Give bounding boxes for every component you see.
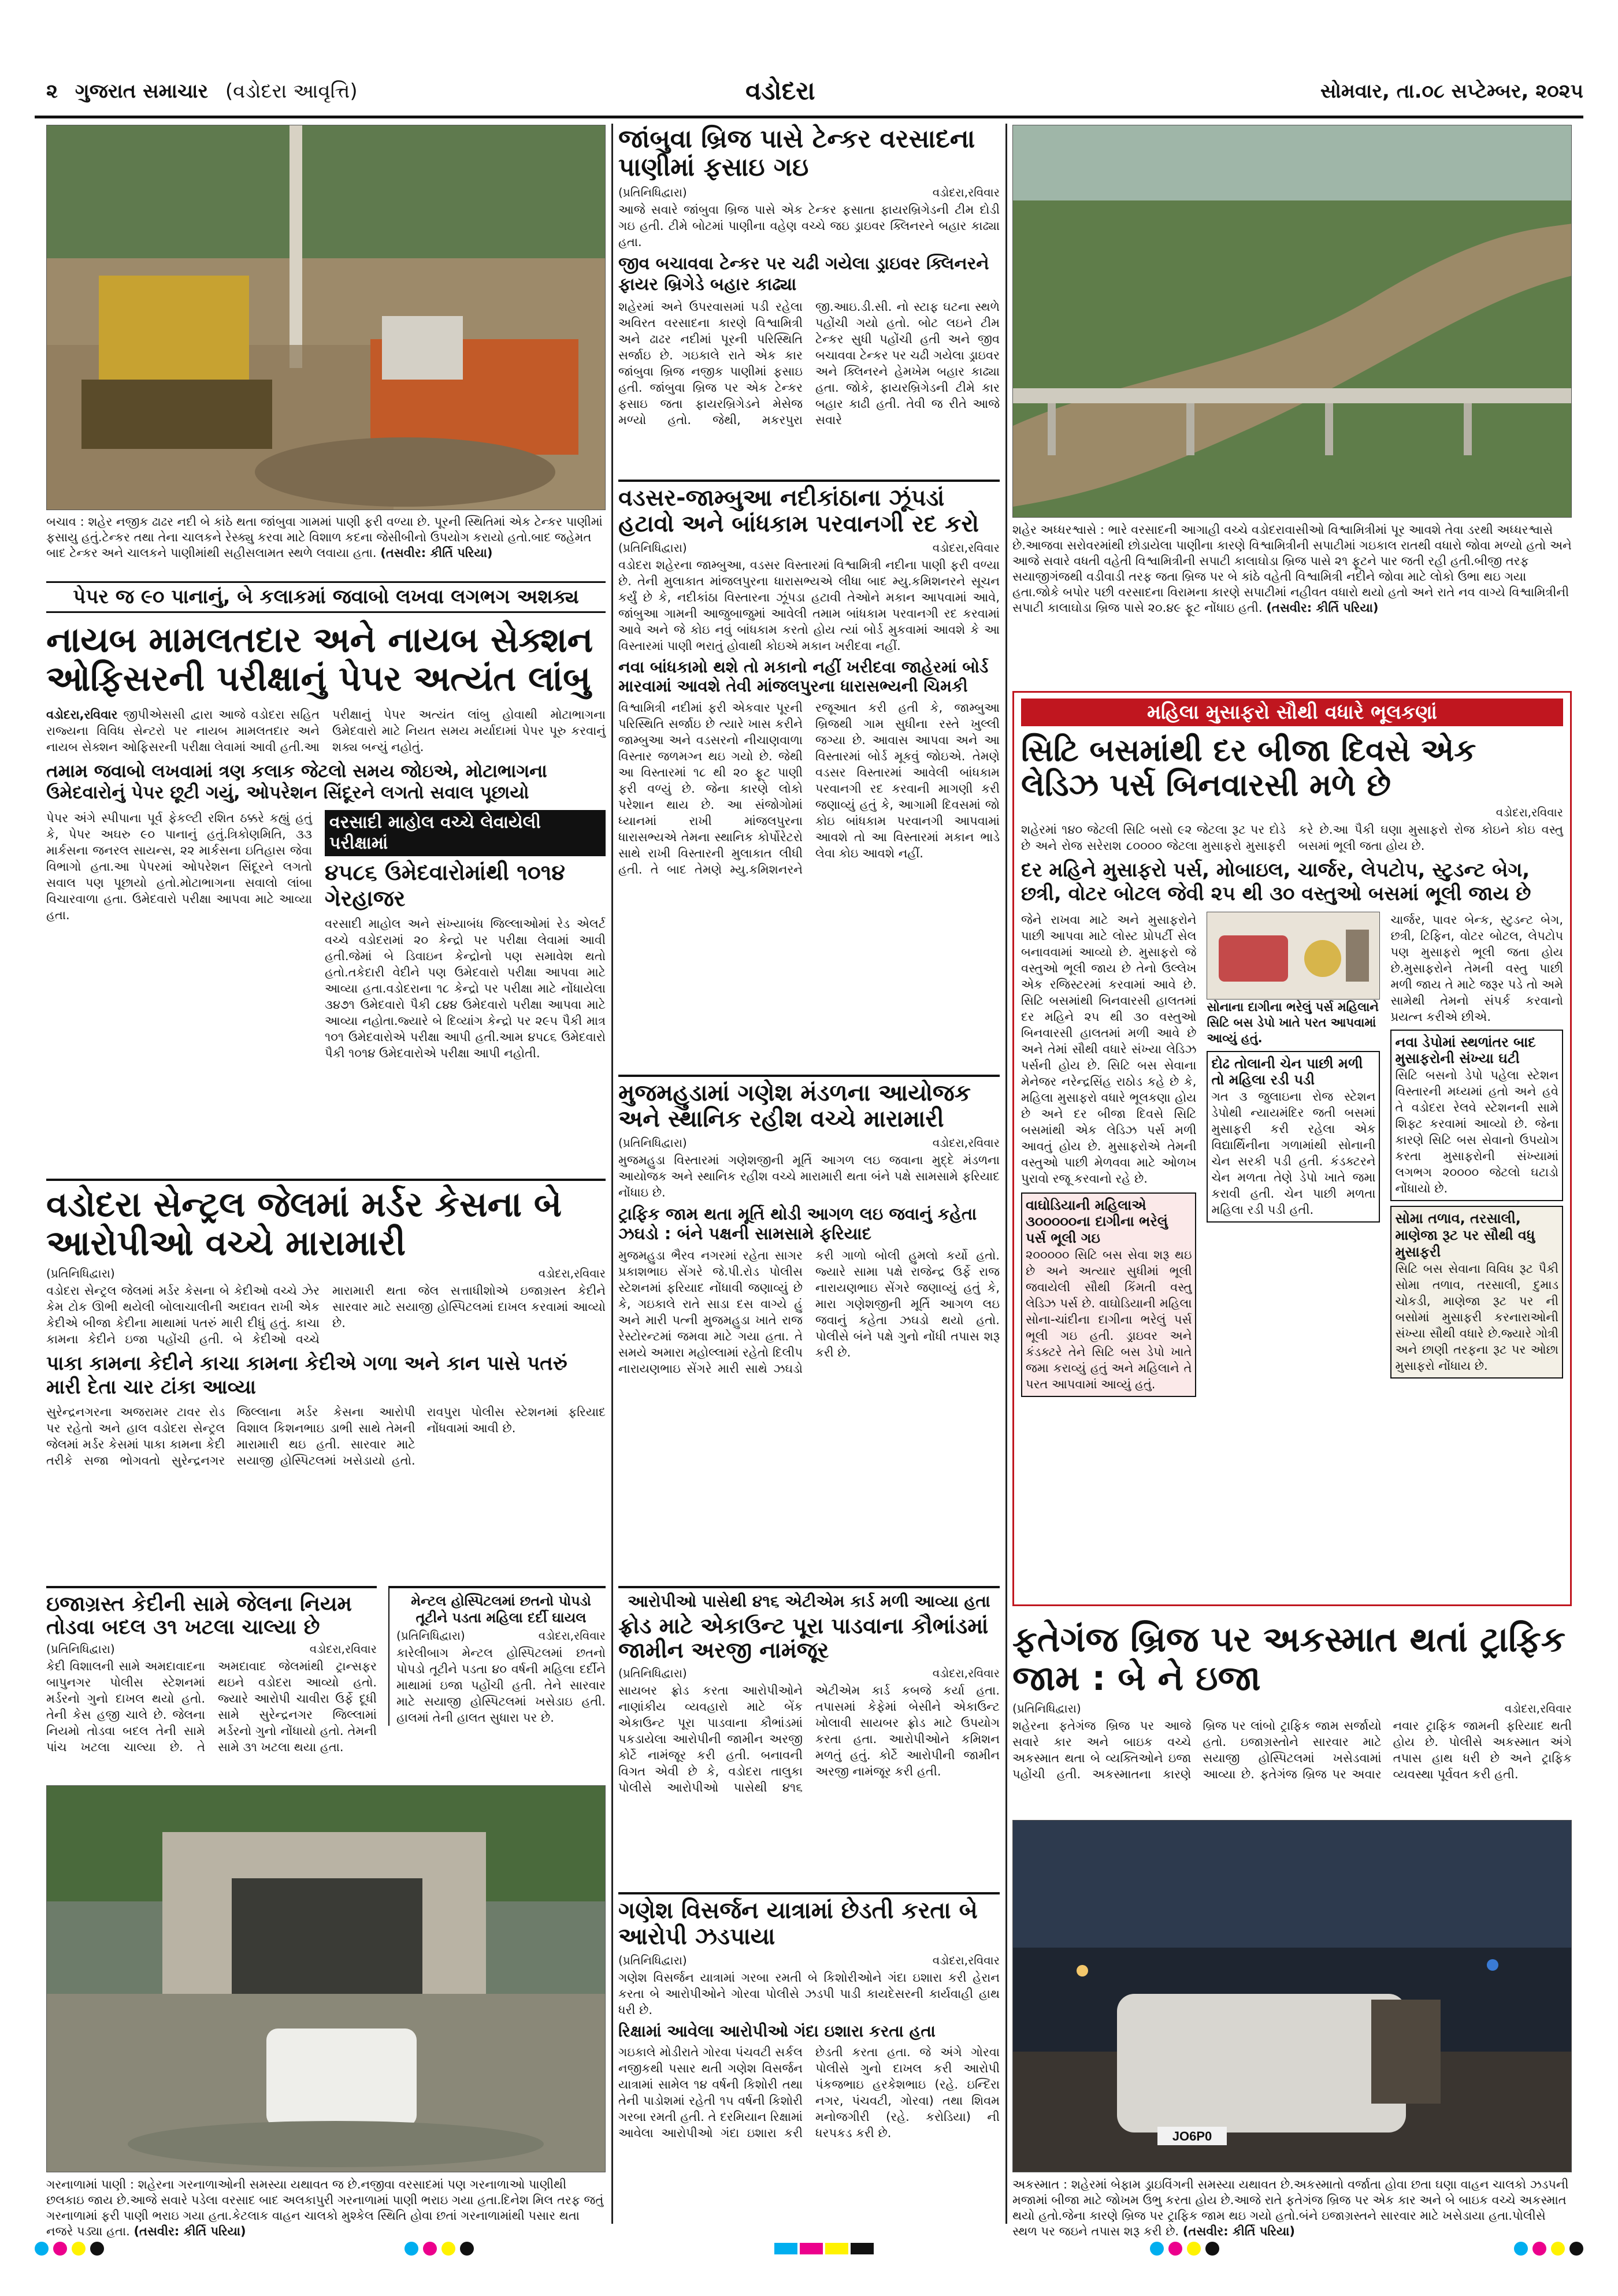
ganesh-fight-lead: મુજમહુડા વિસ્તારમાં ગણેશજીની મૂર્તિ આગળ લઇ જવાના મુદ્દે મંડળના આયોજક અને સ્થાનિક રહીશ વચ્ચે મારામારી થતા બંને પક્ષે સામસામે ફરિયાદ નોંધાઇ છે. xyxy=(618,1153,1000,1199)
gold-sidebar xyxy=(1021,1192,1196,1397)
cyan-dot xyxy=(1514,2242,1528,2256)
atm-headline: ફ્રોડ માટે એકાઉન્ટ પૂરા પાડવાના કૌભાંડમાં જામીન અરજી નામંજૂર xyxy=(618,1613,989,1663)
yellow-bar xyxy=(825,2243,848,2254)
exam-box-body: વરસાદી માહોલ અને સંખ્યાબંધ જિલ્લાઓમાં રેડ એલર્ટ વચ્ચે વડોદરામાં ૨૦ કેન્દ્રો પર પરીક્ષા લેવામાં આવી હતી.જેમાં બે ડિવાઇન કેન્દ્રોનો પણ સમાવેશ થતો હતો.તકેદારી વેદીને પણ ઉમેદવારો પરીક્ષા આપવા માટે આવ્યા હતા.વડોદરાના ૧૮ કેન્દ્રો પર પરીક્ષા માટે નોંધાયેલા ૩૪૭૧ ઉમેદવારો પૈકી ૮૪૪ ઉમેદવારો પરીક્ષા આપવા માટે આવ્યા નહોતા.જ્યારે બે દિવ્યાંગ કેન્દ્રો પર ૨૯૫ પૈકી માત્ર ૧૦૧ ઉમેદવારોએ પરીક્ષા આપી હતી.આમ ૪૫૮૬ ઉમેદવારો પૈકી ૧૦૧૪ ઉમેદવારોએ પરીક્ષા આપી નહોતી. xyxy=(325,916,606,1060)
black-dot xyxy=(460,2242,474,2256)
jail-body: વડોદરા સેન્ટ્રલ જેલમાં મર્ડર કેસના બે કેદીઓ વચ્ચે ઝેર કેમ ટોક ઊભી થયેલી બોલાચાલીની અદાવત રાખી એક કેદીએ બીજા કેદીના માથામાં પતરું મારી દીધું હતું. કાચા કામના કેદીને ઇજા પહોંચી હતી. બે કેદીઓ વચ્ચે મારામારી થતા જેલ સત્તાધીશોએ ઇજાગ્રસ્ત કેદીને સારવાર માટે સયાજી હોસ્પિટલમાં દાખલ કરવામાં આવ્યો છે. xyxy=(46,1284,606,1347)
exam-story xyxy=(46,581,606,1061)
dateline: વડોદરા,રવિવાર xyxy=(46,708,118,722)
route-title: સોમા તળાવ, તરસાલી, માણેજા રૂટ પર સૌથી વધુ મુસાફરી xyxy=(1395,1210,1535,1260)
caption-text: અકસ્માત : શહેરમાં બેફામ ડ્રાઇવિંગની સમસ્યા યથાવત છે.અકસ્માતો વર્જાતા હોવા છતા ઘણા વાહન ચાલકો ઝડપની મજામાં બીજા માટે જોખમ ઉભુ કરતા હોય છે.આજે રાતે ફતેગંજ બ્રિજ પર એક કાર અને બે બાઇક વચ્ચે અકસ્માત થયો હતો.જેના કારણે બ્રિજ પર ટ્રાફિક જામ થઇ ગયો હતો.બંને ઇજાગ્રસ્તને સારવાર માટે ખસેડાયા હતા.પોલીસે સ્થળ પર જઇને તપાસ શરૂ કરી છે. xyxy=(1012,2178,1569,2238)
cyan-dot xyxy=(35,2242,49,2256)
atm-body: સાયબર ફ્રોડ કરતા આરોપીઓને નાણાંકીય વ્યવહારો માટે બેંક એકાઉન્ટ પૂરા પાડવાના કૌભાંડમાં પકડાયેલા આરોપીની જામીન અરજી કોર્ટે નામંજૂર કરી હતી. બનાવની વિગત એવી છે કે, વડોદરા તાલુકા પોલીસે આરોપીઓ પાસેથી ૪૧૬ એટીએમ કાર્ડ કબજે કર્યા હતા. તપાસમાં કેફેમાં બેસીને એકાઉન્ટ ખોલાવી સાયબર ફ્રોડ માટે ઉપયોગ કરતા હતા. આરોપીઓને કમિશન મળતું હતું. કોર્ટે આરોપીની જામીન અરજી નામંજૂર કરી હતી. xyxy=(618,1683,1000,1795)
masthead-left xyxy=(46,80,358,103)
river-photo xyxy=(1012,125,1572,518)
black-dot xyxy=(1205,2242,1219,2256)
jail-headline: વડોદરા સેન્ટ્રલ જેલમાં મર્ડર કેસના બે આરોપીઓ વચ્ચે મારામારી xyxy=(46,1184,562,1264)
route-body: સિટિ બસ સેવાના વિવિધ રૂટ પૈકી સોમા તળાવ, તરસાલી, દુમાડ ચોકડી, માણેજા રૂટ પર ની બસોમાં મુસાફરી કરનારાઓની સંખ્યા સૌથી વધારે છે.જ્યારે ગોત્રી અને છાણી તરફના રૂટ પર ઓછા મુસાફરો નોંધાય છે. xyxy=(1395,1261,1558,1373)
caption-text: શહેર અધ્ધરશ્વાસે : ભારે વરસાદની આગાહી વચ્ચે વડોદરાવાસીઓ વિશ્વામિત્રીમાં પૂર આવશે તેવા ડરથી અધ્ધરશ્વાસે છે.આજવા સરોવરમાંથી છોડાયેલા પાણીના કારણે વિશ્વામિત્રીની સપાટીમાં ગઇકાલ રાતથી વધારો જોવા મળ્યો હતો અને આજે સવારે વધતી વહેતી વિશ્વામિત્રીની સપાટી કાલાઘોડા બ્રિજ પાસે ૨૧ ફૂટને પાર જતી રહી હતી.બીજી તરફ સયાજીગંજથી વડીવાડી તરફ જતા બ્રિજ પર બે કાંઠે વહેતી વિશ્વામિત્રી નદીને જોવા માટે લોકો ઉભા થઇ ગયા હતા.જોકે બપોર પછી વરસાદના વિરામના કારણે સપાટીમાં નહીવત વધારો થયો હતો અને રાતે નવ વાગ્યે વિશ્વામિત્રીની સપાટી કાલાઘોડા બ્રિજ પાસે ૨૦.૪૯ ફૂટ નોંધાઇ હતી. xyxy=(1012,523,1572,615)
visarjan-body: ગઇકાલે મોડીરાતે ગોરવા પંચવટી સર્કલ નજીકથી પસાર થતી ગણેશ વિસર્જન યાત્રામાં સામેલ ૧૪ વર્ષની કિશોરી તથા તેની પાડોશમાં રહેતી ૧૫ વર્ષની કિશોરી ગરબા રમતી હતી. તે દરમિયાન રિક્ષામાં આવેલા આરોપીઓ ગંદા ઇશારા કરી છેડતી કરતા હતા. જે અંગે ગોરવા પોલીસે ગુનો દાખલ કરી આરોપી પંકજભાઇ હરકેશભાઇ (રહે. ઇન્દિરા નગર, પંચવટી, ગોરવા) તથા શિવમ મનોજગીરી (રહે. કરોડિયા) ની ધરપકડ કરી છે. xyxy=(618,2045,1000,2141)
exam-headline: નાયબ મામલતદાર અને નાયબ સેક્શન ઓફિસરની પરીક્ષાનું પેપર અત્યંત લાંબુ xyxy=(46,619,593,699)
flood-rescue-caption xyxy=(46,514,606,561)
cyan-dot xyxy=(1150,2242,1164,2256)
exam-kicker: પેપર જ ૯૦ પાનાનું, બે કલાકમાં જવાબો લખવા લગભગ અશક્ય xyxy=(46,581,606,613)
accident-caption xyxy=(1012,2177,1572,2239)
visarjan-lead: ગણેશ વિસર્જન યાત્રામાં ગરબા રમતી બે કિશોરીઓને ગંદા ઇશારા કરી હેરાન કરતા બે આરોપીઓને ગોરવા પોલીસે ઝડપી પાડી કાયદેસરની કાર્યવાહી હાથ ધરી છે. xyxy=(618,1970,1000,2017)
magenta-bar xyxy=(800,2243,823,2254)
yellow-dot xyxy=(1551,2242,1565,2256)
cash-sidebar xyxy=(1207,1051,1380,1223)
source: (પ્રતિનિધિદ્વારા) xyxy=(1012,1701,1081,1716)
black-dot xyxy=(90,2242,104,2256)
dateline: વડોદરા,રવિવાર xyxy=(538,1266,606,1281)
black-dot xyxy=(1569,2242,1583,2256)
source: (પ્રતિનિધિદ્વારા) xyxy=(396,1628,465,1643)
magenta-dot xyxy=(1168,2242,1182,2256)
exam-body-text: જીપીએસસી દ્વારા આજે વડોદરા સહિત રાજ્યના વિવિધ સેન્ટરો પર નાયબ મામલતદાર અને નાયબ સેક્શન ઓફિસરની પરીક્ષા લેવામાં આવી હતી.આ પરીક્ષાનું પેપર અત્યંત લાંબુ હોવાથી મોટાભાગના ઉમેદવારો માટે નિયત સમય મર્યાદામાં પેપર પૂરુ કરવાનું શક્ય બન્યું નહોતું. xyxy=(46,708,606,755)
hospital-story xyxy=(388,1586,606,1726)
purse-lead: શહેરમાં ૧૪૦ જેટલી સિટિ બસો ૯૨ જેટલા રૂટ પર દોડે છે અને રોજ સરેરાશ ૮૦૦૦૦ જેટલા મુસાફરો મુસાફરી કરે છે.આ પૈકી ઘણા મુસાફરો રોજ કોઇને કોઇ વસ્તુ બસમાં ભૂલી જતા હોય છે. xyxy=(1021,822,1563,853)
source: (પ્રતિનિધિદ્વારા) xyxy=(46,1641,115,1656)
magenta-dot xyxy=(53,2242,67,2256)
purse-photo-caption: સોનાના દાગીના ભરેલું પર્સ મહિલાને સિટિ બસ ડેપો ખાતે પરત આપવામાં આવ્યું હતું. xyxy=(1207,1000,1379,1045)
fatehganj-headline: ફતેગંજ બ્રિજ પર અકસ્માત થતાં ટ્રાફિક જામ : બે ને ઇજા xyxy=(1012,1619,1566,1699)
atm-kicker: આરોપીઓ પાસેથી ૪૧૬ એટીએમ કાર્ડ મળી આવ્યા હતા xyxy=(628,1592,990,1611)
ganesh-fight-body: મુજમહુડા ભૈરવ નગરમાં રહેતા સાગર પ્રકાશભાઇ સેંગરે જે.પી.રોડ પોલીસ સ્ટેશનમાં ફરિયાદ નોંધાવી જણાવ્યું છે કે, ગઇકાલે રાતે સાડા દસ વાગ્યે હું અને મારી પત્ની મુજમહુડા ખાતે રાજ રેસ્ટોરન્ટમાં જમવા માટે ગયા હતા. તે સમયે અમારા મહોલ્લામાં રહેતો દિલીપ નારાયણભાઇ સેંગરે મારી સાથે ઝઘડો કરી ગાળો બોલી હુમલો કર્યો હતો. જ્યારે સામા પક્ષે રાજેન્દ્ર ઉર્ફે રાજ નારાયણભાઇ સેંગરે જણાવ્યું હતું કે, મારા ગણેશજીની મૂર્તિ આગળ લઇ જવાનું કહેતા ઝઘડો થયો હતો. પોલીસે બંને પક્ષે ગુનો નોંધી તપાસ શરૂ કરી છે. xyxy=(618,1249,1000,1376)
registration-marks xyxy=(0,2242,1618,2265)
jail-story xyxy=(46,1179,606,1469)
atm-story xyxy=(618,1586,1000,1796)
visarjan-story xyxy=(618,1892,1000,2141)
change-body: સિટિ બસનો ડેપો પહેલા સ્ટેશન વિસ્તારની મધ્યમાં હતો અને હવે તે વડોદરા રેલવે સ્ટેશનની સામે શિફ્ટ કરવામાં આવ્યો છે. જેના કારણે સિટિ બસ સેવાનો ઉપયોગ કરતા મુસાફરોની સંખ્યામાં લગભગ ૨૦૦૦૦ જેટલો ઘટાડો નોંધાયો છે. xyxy=(1395,1068,1558,1196)
underpass-photo xyxy=(46,1785,606,2172)
slum-subhead: નવા બાંધકામો થશે તો મકાનો નહીં ખરીદવા જાહેરમાં બોર્ડ મારવામાં આવશે તેવી માંજલપુરના ધારાસભ્યની ચિમકી xyxy=(618,657,989,696)
purse-right-col: ચાર્જર, પાવર બેન્ક, સ્ટુડન્ટ બેગ, છત્રી, ટિફિન, વોટર બોટલ, લેપટોપ પણ મુસાફરો ભૂલી જતા હોય છે.મુસાફરોને તેમની વસ્તુ પાછી મળી જાય તે માટે જરૂર પડે તો અમે સામેથી તેમનો સંપર્ક કરવાનો પ્રયત્ન કરીએ છીએ. xyxy=(1390,912,1563,1024)
accident-photo xyxy=(1012,1820,1572,2172)
gold-title: વાઘોડિયાની મહિલાએ ૩૦૦૦૦૦ના દાગીના ભરેલું પર્સ ભૂલી ગઇ xyxy=(1026,1197,1168,1247)
paper-name: ગુજરાત સમાચાર xyxy=(75,80,209,103)
purse-photo xyxy=(1207,912,1380,1000)
fatehganj-story xyxy=(1012,1621,1572,1782)
page-number: ૨ xyxy=(46,80,58,103)
jambuva-subhead: જીવ બચાવવા ટેન્કર પર ચઢી ગયેલા ડ્રાઇવર ક્લિનરને ફાયર બ્રિગેડે બહાર કાઢ્યા xyxy=(618,253,989,295)
dateline: વડોદરા,રવિવાર xyxy=(932,540,1000,555)
purse-feature-box xyxy=(1012,691,1572,1606)
yellow-dot xyxy=(72,2242,86,2256)
number-plate: JO6P0 xyxy=(1172,2129,1212,2143)
magenta-dot xyxy=(423,2242,437,2256)
dateline: વડોદરા,રવિવાર xyxy=(538,1628,606,1643)
hospital-headline: મેન્ટલ હોસ્પિટલમાં છતનો પોપડો તૂટીને પડતા મહિલા દર્દી ઘાયલ xyxy=(411,1593,591,1626)
exam-subhead: તમામ જવાબો લખવામાં ત્રણ કલાક જેટલો સમય જોઇએ, મોટાભાગના ઉમેદવારોનું પેપર છૂટી ગયું, ઓપરેશન સિંદૂરને લગતો સવાલ પૂછાયો xyxy=(46,761,547,804)
caption-text: બચાવ : શહેર નજીક ઢાઢર નદી બે કાંઠે થતા જાંબુવા ગામમાં પાણી ફરી વળ્યા છે. પૂરની સ્થિતિમાં એક ટેન્કર પાણીમાં ફસાયુ હતું.ટેન્કર તથા તેના ચાલકને રેસ્ક્યુ કરવા માટે વિશાળ કદના જેસીબીનો ઉપયોગ કરાયો હતો.બાદ જહેમત બાદ ટેન્કર અને ચાલકને પાણીમાંથી સહીસલામત સ્થળે લવાયા હતા. xyxy=(46,515,603,560)
jambuva-lead: આજે સવારે જાંબુવા બ્રિજ પાસે એક ટેન્કર ફસાતા ફાયરબ્રિગેડની ટીમ દોડી ગઇ હતી. ટીમે બોટમાં પાણીના વહેણ વચ્ચે જઇ ડ્રાઇવર ક્લિનરને બહાર કાઢ્યા હતા. xyxy=(618,202,1000,249)
dateline: વડોદરા,રવિવાર xyxy=(309,1641,377,1656)
photo-credit: (તસવીર: કીર્તિ પરિયા) xyxy=(1266,601,1379,615)
edition: (વડોદરા આવૃત્તિ) xyxy=(225,80,358,103)
photo-credit: (તસવીર: કીર્તિ પરિયા) xyxy=(1182,2224,1295,2238)
source: (પ્રતિનિધિદ્વારા) xyxy=(618,1953,687,1967)
purse-body: જેને રાખવા માટે અને મુસાફરોને પાછી આપવા માટે લોસ્ટ પ્રોપર્ટી સેલ બનાવવામાં આવ્યો છે. મુસાફરો જે વસ્તુઓ ભૂલી જાય છે તેનો ઉલ્લેખ એક રજિસ્ટરમાં કરવામાં આવે છે. સિટિ બસમાંથી બિનવારસી હાલતમાં દર મહિને ૨૫ થી ૩૦ વસ્તુઓ બિનવારસી હાલતમાં મળી આવે છે અને તેમાં સૌથી વધારે સંખ્યા લેડિઝ પર્સની હોય છે. સિટિ બસ સેવાના મેનેજર નરેન્દ્રસિંહ રાઠોડ કહે છે કે, મહિલા મુસાફરો વધારે ભૂલકણા હોય છે અને દર બીજા દિવસે સિટિ બસમાંથી એક લેડિઝ પર્સ મળી આવતું હોય છે. મુસાફરોએ તેમની વસ્તુઓ પાછી મેળવવા માટે ઓળખ પુરાવો રજૂ કરવાનો રહે છે. xyxy=(1021,912,1197,1186)
hospital-body: કારેલીબાગ મેન્ટલ હોસ્પિટલમાં છતનો પોપડો તૂટીને પડતા ૪૦ વર્ષની મહિલા દર્દીને માથામાં ઇજા પહોંચી હતી. તેને સારવાર માટે સયાજી હોસ્પિટલમાં ખસેડાઇ હતી. હાલમાં તેની હાલત સુધારા પર છે. xyxy=(396,1645,606,1725)
cash-body: ગત ૩ જુલાઇના રોજ સ્ટેશન ડેપોથી ન્યાયમંદિર જતી બસમાં મુસાફરી કરી રહેલા એક વિદ્યાર્થિનીના ગળામાંથી સોનાની ચેન સરકી પડી હતી. કંડક્ટરને ચેન મળતા તેણે ડેપો ખાતે જમા કરાવી હતી. ચેન પાછી મળતા મહિલા રડી પડી હતી. xyxy=(1211,1090,1376,1217)
source: (પ્રતિનિધિદ્વારા) xyxy=(46,1266,115,1281)
purse-band: મહિલા મુસાફરો સૌથી વધારે ભૂલકણાં xyxy=(1021,699,1563,726)
visarjan-headline: ગણેશ વિસર્જન યાત્રામાં છેડતી કરતા બે આરોપી ઝડપાયા xyxy=(618,1897,978,1950)
date: સોમવાર, તા.૦૮ સપ્ટેમ્બર, ૨૦૨૫ xyxy=(1320,80,1583,103)
photo-credit: (તસવીર: કીર્તિ પરિયા) xyxy=(380,546,493,560)
slum-lead: વડોદરા શહેરના જામ્બુઆ, વડસર વિસ્તારમાં વિશ્વામિત્રી નદીના પાણી ફરી વળ્યા છે. તેની મુલાકાત માંજલપુરના ધારાસભ્યએ લીધા બાદ મ્યુ.કમિશનરને સૂચન કર્યું છે કે, નદીકાંઠા વિસ્તારના ઝૂંપડા હટાવી તેઓને મકાન આપવામાં આવે, જાંબુઆ ગામની આજુબાજુમાં આવેલી તમામ બાંધકામ પરવાનગી રદ કરવામાં આવે અને જે કોઇ નવું બાંધકામ કરતો હોય ત્યાં બોર્ડ મુકવામાં આવશે કે આ વિસ્તારમાં પાણી ભરાતું હોવાથી કોઇએ મકાન ખરીદવા નહીં. xyxy=(618,558,1000,653)
inmate-story xyxy=(46,1586,377,1755)
change-sidebar xyxy=(1390,1030,1563,1202)
gold-body: ૨૦૦૦૦૦ સિટિ બસ સેવા શરૂ થઇ છે અને અત્યાર સુધીમાં ભૂલી જવાયેલી સૌથી કિંમતી વસ્તુ લેડિઝ પર્સ છે. વાઘોડિયાની મહિલા સોના-ચાંદીના દાગીના ભરેલું પર્સ ભૂલી ગઇ હતી. ડ્રાઇવર અને કંડક્ટરે તેને સિટિ બસ ડેપો ખાતે જમા કરાવ્યું હતું અને મહિલાને તે પરત આપવામાં આવ્યું હતું. xyxy=(1026,1247,1192,1391)
inmate-headline: ઇજાગ્રસ્ત કેદીની સામે જેલના નિયમ તોડવા બદલ ૩૧ ખટલા ચાલ્યા છે xyxy=(46,1592,352,1640)
jambuva-headline: જાંબુવા બ્રિજ પાસે ટેન્કર વરસાદના પાણીમાં ફસાઇ ગઇ xyxy=(618,124,975,183)
photo-credit: (તસવીર: કીર્તિ પરિયા) xyxy=(133,2224,246,2238)
jambuva-story xyxy=(618,125,1000,428)
purse-headline: સિટિ બસમાંથી દર બીજા દિવસે એક લેડિઝ પર્સ બિનવારસી મળે છે xyxy=(1021,732,1476,804)
black-bar xyxy=(851,2243,874,2254)
caption-text: ગરનાળામાં પાણી : શહેરના ગરનાળાઓની સમસ્યા યથાવત જ છે.નજીવા વરસાદમાં પણ ગરનાળાઓ પાણીથી છલકાઇ જાય છે.આજે સવારે પડેલા વરસાદ બાદ અલકાપુરી ગરનાળામાં પાણી ભરાઇ ગયા હતા.દિનેશ મિલ તરફ જતું ગરનાળામાં ફરી પાણી ભરાઇ ગયા હતા.કેટલાક વાહન ચાલકો મુશ્કેલ સ્થિતિ હોવા છતાં ગરનાળામાંથી પસાર થતા નજરે પડ્યા હતા. xyxy=(46,2178,604,2238)
exam-body xyxy=(46,707,606,755)
fatehganj-body: શહેરના ફતેગંજ બ્રિજ પર આજે સવારે કાર અને બાઇક વચ્ચે અકસ્માત થતા બે વ્યક્તિઓને ઇજા પહોંચી હતી. અકસ્માતના કારણે બ્રિજ પર લાંબો ટ્રાફિક જામ સર્જાયો હતો. ઇજાગ્રસ્તોને સારવાર માટે સયાજી હોસ્પિટલમાં ખસેડવામાં આવ્યા છે. ફતેગંજ બ્રિજ પર અવાર નવાર ટ્રાફિક જામની ફરિયાદ થતી હોય છે. પોલીસે અકસ્માત અંગે તપાસ હાથ ધરી છે અને ટ્રાફિક વ્યવસ્થા પૂર્વવત કરી હતી. xyxy=(1012,1719,1572,1782)
dateline: વડોદરા,રવિવાર xyxy=(1495,805,1563,819)
route-sidebar xyxy=(1390,1206,1563,1378)
river-caption xyxy=(1012,522,1572,616)
yellow-dot xyxy=(441,2242,455,2256)
cyan-bar xyxy=(774,2243,797,2254)
yellow-dot xyxy=(1187,2242,1201,2256)
inmate-body: કેદી વિશાલની સામે અમદાવાદના બાપુનગર પોલીસ સ્ટેશનમાં મર્ડરનો ગુનો દાખલ થયો હતો. તેની કેસ હજી ચાલે છે. જેલના નિયમો તોડવા બદલ તેની સામે પાંચ ખટલા ચાલ્યા છે. તે અમદાવાદ જેલમાંથી ટ્રાન્સફર થઇને વડોદરા આવ્યો હતો. જ્યારે આરોપી ચાવીરા ઉર્ફે દૂધી સામે સુરેન્દ્રનગર જિલ્લામાં મર્ડરનો ગુનો નોંધાયો હતો. તેમની સામે ૩૧ ખટલા થયા હતા. xyxy=(46,1659,377,1754)
magenta-dot xyxy=(1532,2242,1546,2256)
dateline: વડોદરા,રવિવાર xyxy=(1504,1701,1572,1716)
slum-story xyxy=(618,480,1000,878)
dateline: વડોદરા,રવિવાર xyxy=(932,1666,1000,1680)
cash-title: દોઢ તોલાની ચેન પાછી મળી તો મહિલા રડી પડી xyxy=(1211,1055,1363,1088)
ganesh-fight-story xyxy=(618,1075,1000,1377)
column-rule xyxy=(1005,124,1007,2224)
slum-body: વિશ્વામિત્રી નદીમાં ફરી એકવાર પૂરની પરિસ્થિતિ સર્જાઇ છે ત્યારે ખાસ કરીને જામ્બુઆ અને વડસરનો નીચાણવાળા વિસ્તાર જળમગ્ન થઇ ગયો છે. જેથી આ વિસ્તારમાં ૧૮ થી ૨૦ ફૂટ પાણી ફરી વળ્યું છે. જેના કારણે લોકો પરેશાન થાય છે. આ સંજોગોમાં ધ્યાનમાં રાખી માંજલપુરના ધારાસભ્યએ તેમના સ્થાનિક કોર્પોરેટરો સાથે રાખી વિસ્તારની મુલાકાત લીધી હતી. તે બાદ તેમણે મ્યુ.કમિશનરને રજૂઆત કરી હતી કે, જામ્બુઆ બ્રિજથી ગામ સુધીના રસ્તે ખુલ્લી જગ્યા છે. આવાસ આપવા અને આ વિસ્તારમાં બોર્ડ મૂકવું જોઇએ. તેમણે વડસર વિસ્તારમાં આવેલી બાંધકામ પરવાનગી રદ કરવાની માગણી કરી જણાવ્યું હતું કે, આગામી દિવસમાં જો કોઇ બાંધકામ પરવાનગી આપવામાં આવશે તો આ વિસ્તારમાં મકાન ભાડે લેવા કોઇ આવશે નહીં. xyxy=(618,700,1000,876)
source: (પ્રતિનિધિદ્વારા) xyxy=(618,1135,687,1150)
exam-box-subtitle: ૪૫૮૬ ઉમેદવારોમાંથી ૧૦૧૪ ગેરહાજર xyxy=(325,859,565,912)
column-rule xyxy=(611,124,613,2224)
source: (પ્રતિનિધિદ્વારા) xyxy=(618,540,687,555)
city-title: વડોદરા xyxy=(745,76,815,106)
ganesh-fight-subhead: ટ્રાફિક જામ થતા મૂર્તિ થોડી આગળ લઇ જવાનું કહેતા ઝઘડો : બંને પક્ષની સામસામે ફરિયાદ xyxy=(618,1203,977,1244)
exam-box-title: વરસાદી માહોલ વચ્ચે લેવાયેલી પરીક્ષામાં xyxy=(325,810,606,856)
dateline: વડોદરા,રવિવાર xyxy=(932,1135,1000,1150)
ganesh-fight-headline: મુજમહુડામાં ગણેશ મંડળના આયોજક અને સ્થાનિક રહીશ વચ્ચે મારામારી xyxy=(618,1080,971,1132)
visarjan-subhead: રિક્ષામાં આવેલા આરોપીઓ ગંદા ઇશારા કરતા હતા xyxy=(618,2021,936,2041)
flood-rescue-photo xyxy=(46,125,606,510)
jambuva-body: શહેરમાં અને ઉપરવાસમાં પડી રહેલા અવિરત વરસાદના કારણે વિશ્વામિત્રી અને ઢાઢર નદીમાં પૂરની પરિસ્થિતિ સર્જાઇ છે. ગઇકાલે રાતે એક કાર જાંબુવા બ્રિજ નજીક પાણીમાં ફસાઇ હતી. જાંબુવા બ્રિજ પર એક ટેન્કર ફસાઇ જતા ફાયરબ્રિગેડને મેસેજ મળ્યો હતો. જેથી, મકરપુરા જી.આઇ.ડી.સી. નો સ્ટાફ ઘટના સ્થળે પહોંચી ગયો હતો. બોટ લઇને ટીમ ટેન્કર સુધી પહોંચી હતી અને જીવ બચાવવા ટેન્કર પર ચઢી ગયેલા ડ્રાઇવર અને ક્લિનરને હેમખેમ બહાર કાઢ્યા હતા. જોકે, ફાયરબ્રિગેડની ટીમે કાર બહાર કાઢી હતી. તેવી જ રીતે આજે સવારે xyxy=(618,299,1000,427)
slum-headline: વડસર-જામ્બુઆ નદીકાંઠાના ઝૂંપડાં હટાવો અને બાંધકામ પરવાનગી રદ કરો xyxy=(618,485,979,537)
dateline: વડોદરા,રવિવાર xyxy=(932,1953,1000,1967)
jail-subhead: પાકા કામના કેદીને કાચા કામના કેદીએ ગળા અને કાન પાસે પતરું મારી દેતા ચાર ટાંકા આવ્યા xyxy=(46,1352,567,1399)
change-title: નવા ડેપોમાં સ્થળાંતર બાદ મુસાફરોની સંખ્યા ઘટી xyxy=(1395,1034,1536,1067)
underpass-caption xyxy=(46,2177,606,2239)
masthead-rule xyxy=(35,116,1583,118)
exam-body-2: પેપર અંગે સ્પીપાના પૂર્વ ફેકલ્ટી રશિત ઠક્કરે કહ્યું હતું કે, પેપર અઘરુ ૯૦ પાનાનું હતું.ત્રિકોણમિતિ, ૩૩ માર્કસના જનરલ સાયન્સ, ૨૨ માર્કસના ઇતિહાસ જેવા વિભાગો હતા.આ પેપરમાં ઓપરેશન સિંદૂરને લગતો સવાલ પણ પૂછાયો હતો.મોટાભાગના સવાલો લાંબા વિચારવાળા હતા. ઉમેદવારો પરીક્ષા આપવા માટે આવ્યા હતા. xyxy=(46,811,312,922)
source: (પ્રતિનિધિદ્વારા) xyxy=(618,185,687,199)
cyan-dot xyxy=(404,2242,418,2256)
dateline: વડોદરા,રવિવાર xyxy=(932,185,1000,199)
source: (પ્રતિનિધિદ્વારા) xyxy=(618,1666,687,1680)
purse-subhead: દર મહિને મુસાફરો પર્સ, મોબાઇલ, ચાર્જર, લેપટોપ, સ્ટુડન્ટ બેગ, છત્રી, વોટર બોટલ જેવી ૨૫ થી ૩૦ વસ્તુઓ બસમાં ભૂલી જાય છે xyxy=(1021,858,1531,905)
jail-body-2: સુરેન્દ્રનગરના અજરામર ટાવર રોડ પર રહેતો અને હાલ વડોદરા સેન્ટ્રલ જેલમાં મર્ડર કેસમાં પાકા કામના કેદી તરીકે સજા ભોગવતો સુરેન્દ્રનગર જિલ્લાના મર્ડર કેસના આરોપી વિશાલ કિશનભાઇ ડાભી સાથે તેમની મારામારી થઇ હતી. સારવાર માટે સયાજી હોસ્પિટલમાં ખસેડાયો હતો. રાવપુરા પોલીસ સ્ટેશનમાં ફરિયાદ નોંધવામાં આવી છે. xyxy=(46,1405,606,1467)
